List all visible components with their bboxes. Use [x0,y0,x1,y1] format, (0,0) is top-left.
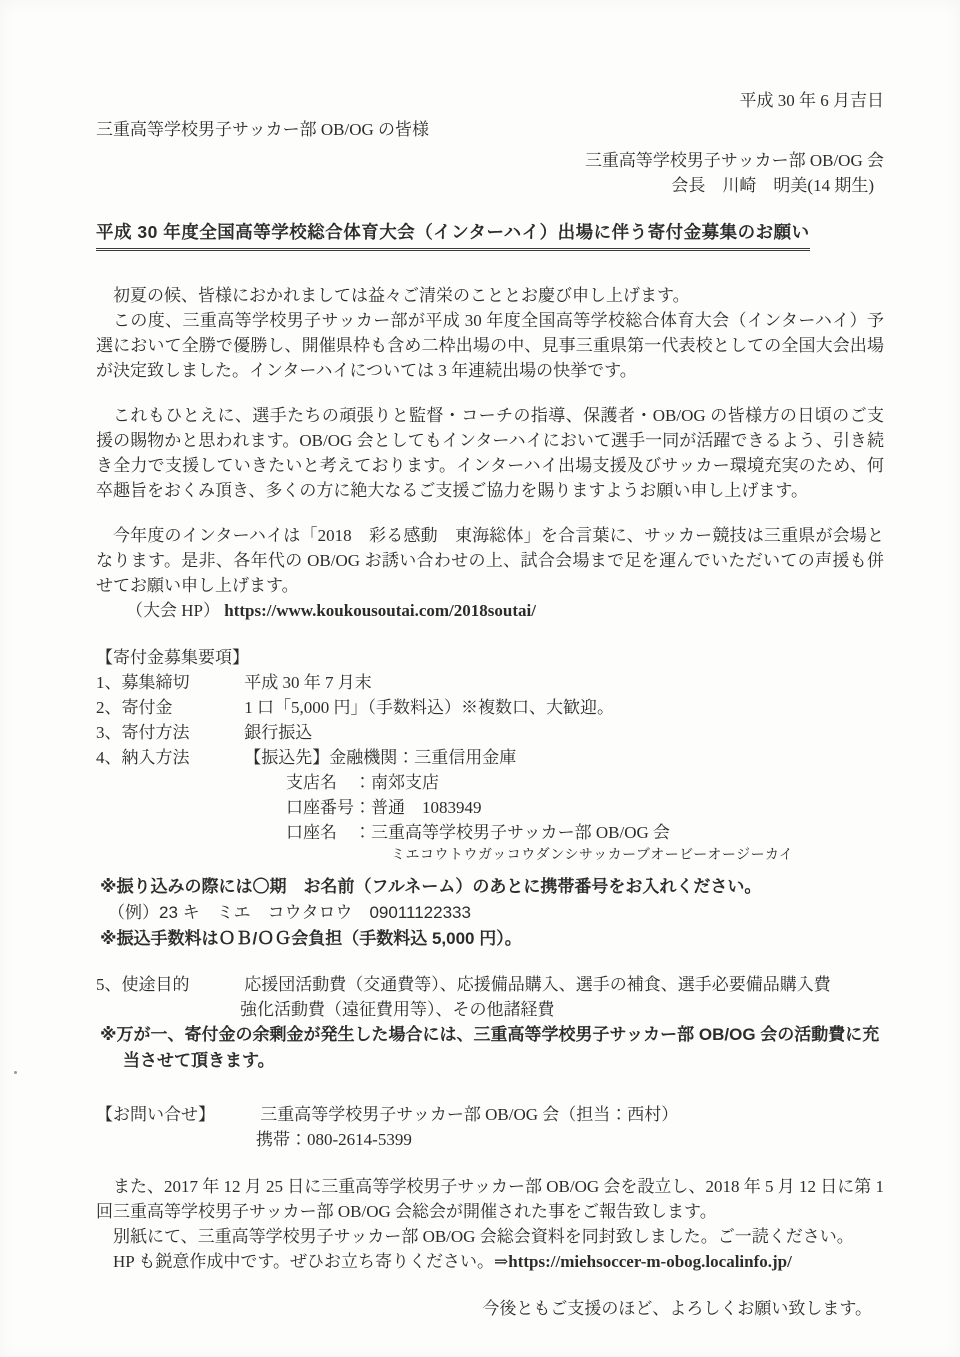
homepage-text: HP も鋭意作成中です。ぜひお立ち寄りください。⇒ [113,1252,509,1271]
outline-item-label: 4、納入方法 [96,748,190,767]
contact-phone: 携帯：080-2614-5399 [256,1130,412,1149]
tournament-hp-url: https://www.koukousoutai.com/2018soutai/ [224,601,536,620]
note-transfer-instruction: ※振り込みの際には〇期 お名前（フルネーム）のあとに携帯番号をお入れください。 [100,877,762,896]
paragraph-victory: この度、三重高等学校男子サッカー部が平成 30 年度全国高等学校総合体育大会（インターハイ）予選において全勝で優勝し、開催県枠も含め二枠出場の中、見事三重県第一代表校としての全国大会出場が決定致しました。インターハイについては 3 年連続出場の快挙です。 [96,311,884,380]
bank-account-number-line [286,795,884,820]
closing-final-line: 今後ともご支援のほど、よろしくお願い致します。 [482,1299,872,1318]
bank-branch-value: 南郊支店 [371,773,439,792]
paragraph-thanks: これもひとえに、選手たちの頑張りと監督・コーチの指導、保護者・OB/OG の皆様方の日頃のご支援の賜物かと思われます。OB/OG 会としてもインターハイにおいて選手一同が活躍できるよう、引き続き全力で支援していきたいと考えております。インターハイ出場支援及びサッカー環境充実のため、何卒趣旨をおくみ頂き、多くの方に絶大なるご支援ご協力を賜りますようお願い申し上げます。 [96,406,884,500]
outline-item-label: 2、寄付金 [96,698,173,717]
outline-item-deadline [96,670,884,695]
bank-account-name-label: 口座名 ： [286,823,371,842]
outline-item-value: 1 口「5,000 円」（手数料込）※複数口、大歓迎。 [244,698,614,717]
contact-line [96,1102,884,1127]
outline-item-label: 3、寄付方法 [96,723,190,742]
scan-artifact-speck [14,1071,17,1074]
letter-date: 平成 30 年 6 月吉日 [739,91,884,110]
document-title [96,220,884,251]
outline-heading: 【寄付金募集要項】 [96,648,249,667]
note-fee: ※振込手数料はＯＢ/ＯＧ会負担（手数料込 5,000 円）。 [100,929,522,948]
document-title-text: 平成 30 年度全国高等学校総合体育大会（インターハイ）出場に伴う寄付金募集のお願い [96,220,810,251]
recipient-line: 三重高等学校男子サッカー部 OB/OG の皆様 [96,120,430,139]
bank-branch-label: 支店名 ： [286,773,371,792]
sender-organization: 三重高等学校男子サッカー部 OB/OG 会 [584,151,884,170]
outline-item-usage [96,972,884,997]
contact-organization: 三重高等学校男子サッカー部 OB/OG 会（担当：西村） [260,1105,679,1124]
bank-account-number-value: 普通 1083949 [371,798,482,817]
bank-account-name-line [286,820,884,845]
outline-item-amount [96,695,884,720]
outline-item-method [96,720,884,745]
letter-content [96,88,884,1321]
outline-item-value: 応援団活動費（交通費等）、応援備品購入、選手の補食、選手必要備品購入費 [244,975,831,994]
sender-name: 会長 川崎 明美(14 期生) [671,176,874,195]
outline-item-label: 5、使途目的 [96,975,190,994]
homepage-url: https://miehsoccer-m-obog.localinfo.jp/ [508,1252,792,1271]
contact-block [96,1102,884,1152]
outline-item-value: 銀行振込 [244,723,313,742]
bank-account-number-label: 口座番号： [286,798,371,817]
outline-item-value: 【振込先】金融機関：三重信用金庫 [244,748,517,767]
bank-account-kana: ミエコウトウガッコウダンシサッカーブオービーオージーカイ [391,848,794,863]
paragraph-enclosure: 別紙にて、三重高等学校男子サッカー部 OB/OG 会総会資料を同封致しました。ご一読ください。 [113,1227,854,1246]
paragraph-homepage [96,1249,884,1274]
paragraph-venue: 今年度のインターハイは「2018 彩る感動 東海総体」を合言葉に、サッカー競技は三重県が会場となります。是非、各年代の OB/OG お誘い合わせの上、試合会場まで足を運んでいただいての声援も併せてお願い申し上げます。 [96,526,884,595]
tournament-hp-line [126,598,884,623]
bank-account-name-value: 三重高等学校男子サッカー部 OB/OG 会 [371,823,671,842]
outline-item-payment [96,745,884,770]
note-transfer-example: （例）23 キ ミエ コウタロウ 09011122333 [108,903,471,922]
paragraph-founding-report: また、2017 年 12 月 25 日に三重高等学校男子サッカー部 OB/OG 会を設立し、2018 年 5 月 12 日に第 1 回三重高等学校男子サッカー部 OB/OG 会総会が開催された事をご報告致します。 [96,1177,884,1221]
outline-item-value: 平成 30 年 7 月末 [244,673,372,692]
paragraph-greeting: 初夏の候、皆様におかれましては益々ご清栄のこととお慶び申し上げます。 [113,286,690,305]
contact-heading: 【お問い合せ】 [96,1105,215,1124]
note-surplus: ※万が一、寄付金の余剰金が発生した場合には、三重高等学校男子サッカー部 OB/OG 会の活動費に充当させて頂きます。 [100,1025,880,1070]
bank-branch-line [286,770,884,795]
outline-item-label: 1、募集締切 [96,673,190,692]
closing-paragraphs [96,1174,884,1274]
tournament-hp-label: （大会 HP） [126,601,220,620]
outline-item-usage-line2: 強化活動費（遠征費用等）、その他諸経費 [240,1000,555,1019]
